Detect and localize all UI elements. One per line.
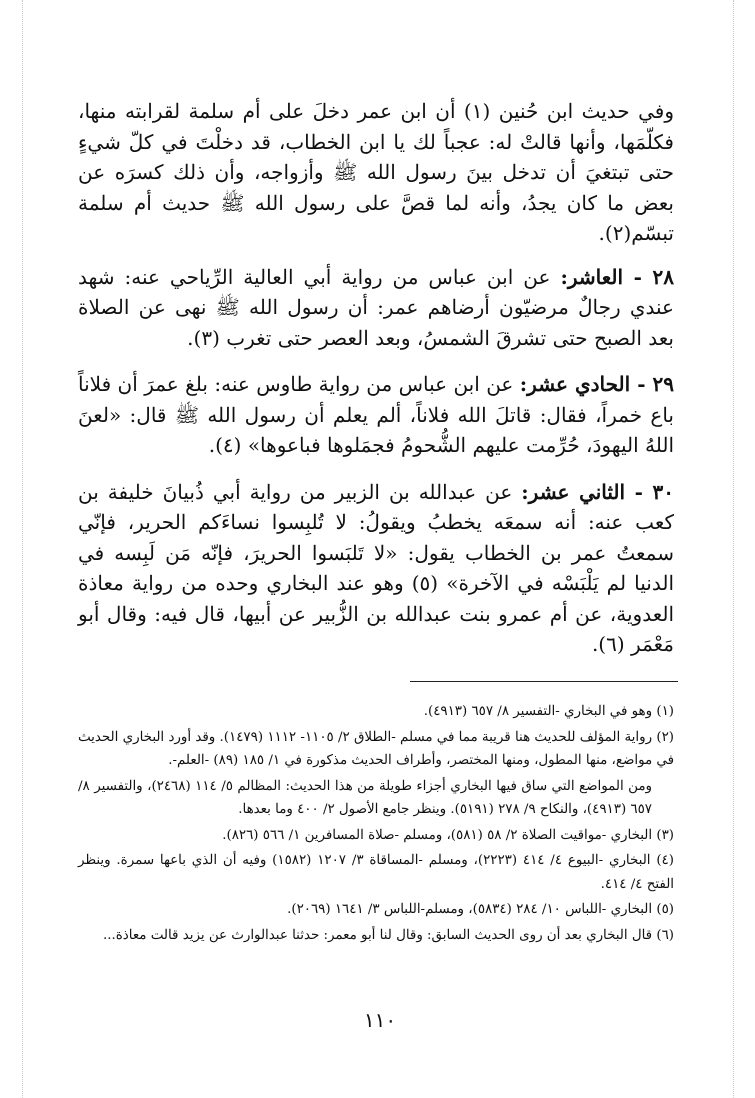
margin-guide-right [733,0,734,1098]
footnote-6: (٦) قال البخاري بعد أن روى الحديث السابق: وقال لنا أبو معمر: حدثنا عبدالوارث عن يزيد قالت معاذة... [103,927,674,943]
footnote-5: (٥) البخاري -اللباس ١٠/ ٢٨٤ (٥٨٣٤)، ومسلم-اللباس ٣/ ١٦٤١ (٢٠٦٩). [287,902,674,917]
paragraph-heading: ٢٨ - العاشر: [560,264,675,289]
paragraph-heading: ٢٩ - الحادي عشر: [519,372,674,396]
main-text [78,96,674,676]
footnote-3: (٣) البخاري -مواقيت الصلاة ٢/ ٥٨ (٥٨١)، ومسلم -صلاة المسافرين ١/ ٥٦٦ (٨٢٦). [222,827,674,843]
paragraph-text: عن ابن عباس من رواية أبي العالية الرِّياحي عنه: شهد عندي رجالٌ مرضيّون أرضاهم عمر: أن رسول الله ﷺ نهى عن الصلاة بعد الصبح حتى تشرقَ الشمسُ، وبعد العصر حتى تغرب (٣). [78,264,674,350]
paragraph-29 [78,369,674,461]
page-number: ١١٠ [363,1008,397,1032]
paragraph-text: عن ابن عباس من رواية طاوس عنه: بلغ عمرَ أن فلاناً باع خمراً، فقال: قاتلَ الله فلاناً، ألم يعلم أن رسول الله ﷺ قال: «لعنَ اللهُ اليهودَ، حُرِّمت عليهم الشُّحومُ فجمَلوها فباعوها» (٤). [78,372,674,457]
paragraph-28 [78,262,674,354]
footnote-2-continued: ومن المواضع التي ساق فيها البخاري أجزاء طويلة من هذا الحديث: المظالم ٥/ ١١٤ (٢٤٦٨)، والتفسير ٨/ ٦٥٧ (٤٩١٣)، والنكاح ٩/ ٢٧٨ (٥١٩١). وينظر جامع الأصول ٢/ ٤٠٠ وما بعدها. [78,778,652,817]
footnote-4: (٤) البخاري -البيوع ٤/ ٤١٤ (٢٢٢٣)، ومسلم -المساقاة ٣/ ١٢٠٧ (١٥٨٢) وفيه أن الذي باعها سمرة. وينظر الفتح ٤/ ٤١٤. [78,853,674,892]
paragraph-text: عن عبدالله بن الزبير من رواية أبي ذُبيانَ خليفة بن كعب عنه: أنه سمعَه يخطبُ ويقولُ: لا تُلبِسوا نساءَكم الحرير، فإنّي سمعتُ عمر بن الخطاب يقول: «لا تَلبَسوا الحريرَ، فإنّه مَن لَبِسه في الدنيا لم يَلْبَسْه في الآخرة» (٥) وهو عند البخاري وحده من رواية معاذة العدوية، عن أم عمرو بنت عبدالله بن الزُّبير عن أبيها، قال فيه: وقال أبو مَعْمَر (٦). [78,479,675,656]
paragraph-30 [78,477,674,660]
footnote-2: (٢) رواية المؤلف للحديث هنا قريبة مما في مسلم -الطلاق ٢/ ١١٠٥- ١١١٢ (١٤٧٩). وقد أورد البخاري الحديث في مواضع، منها المطول، ومنها المختصر، وأطراف الحديث مذكورة في ١/ ١٨٥ (٨٩) -العلم-. [78,729,675,768]
paragraph-hadith-ibn-hunayn [78,96,674,249]
margin-guide-left [22,0,23,1098]
footnote-separator [410,681,678,682]
footnotes [78,700,674,949]
paragraph-heading: ٣٠ - الثاني عشر: [521,479,675,504]
paragraph-text: وفي حديث ابن حُنين (١) أن ابن عمر دخلَ على أم سلمة لقرابته منها، فكلّمَها، وأنها قالتْ له: عجباً لك يا ابن الخطاب، قد دخلْتَ في كلّ شيءٍ حتى تبتغيَ أن تدخل بينَ رسول الله ﷺ وأزواجه، وأن ذلك كسرَه عن بعض ما كان يجدُ، وأنه لما قصَّ على رسول الله ﷺ حديث أم سلمة تبسّم(٢). [78,99,674,245]
footnote-1: (١) وهو في البخاري -التفسير ٨/ ٦٥٧ (٤٩١٣). [423,704,674,719]
